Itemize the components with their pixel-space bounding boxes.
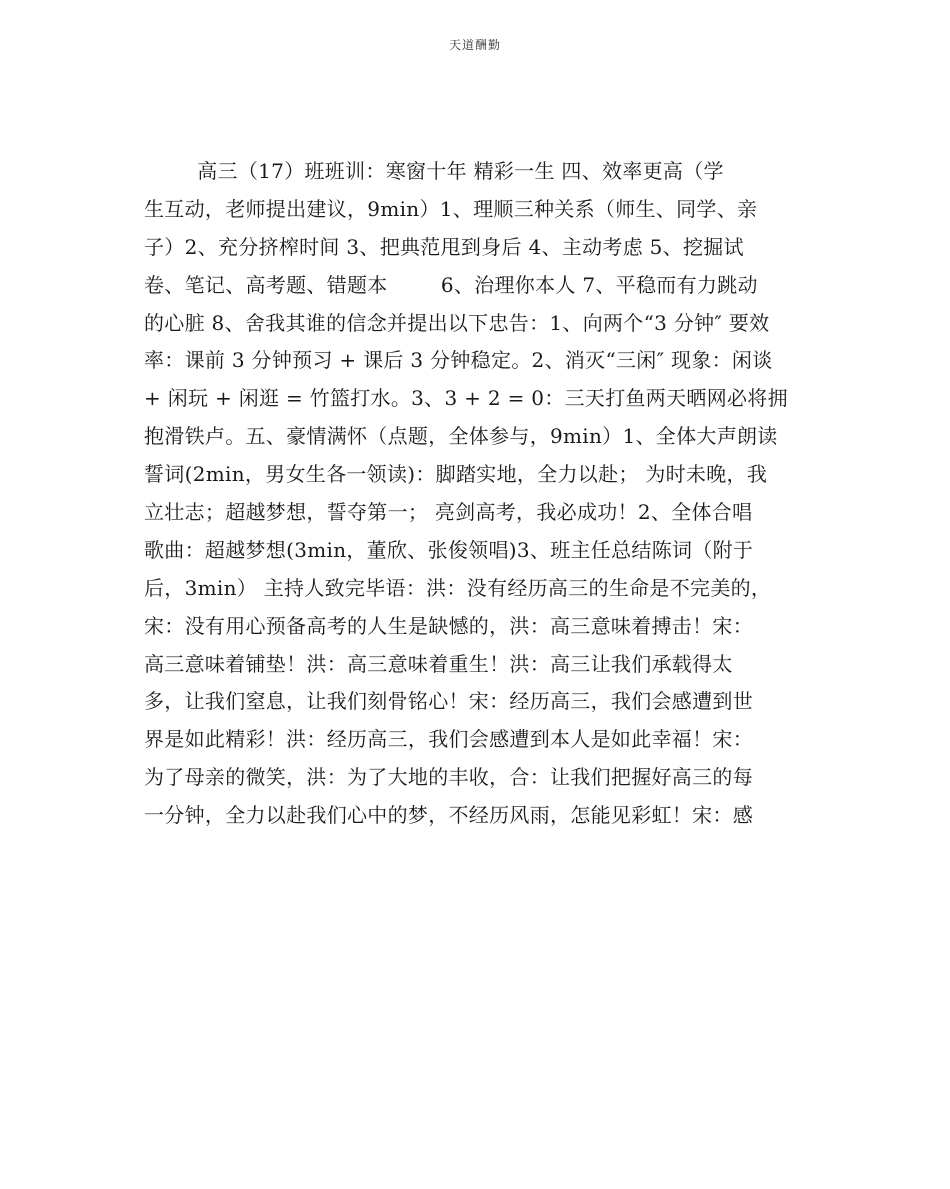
text-line: 歌曲：超越梦想(3min，董欣、张俊领唱)3、班主任总结陈词（附于: [144, 537, 754, 562]
text-line: + 闲玩 + 闲逛 = 竹篮打水。3、3 + 2 = 0：三天打鱼两天晒网必将拥: [144, 386, 788, 411]
text-line: 的心脏 8、舍我其谁的信念并提出以下忠告：1、向两个“3 分钟″ 要效: [144, 310, 770, 335]
text-line: 宋：没有用心预备高考的人生是缺憾的，洪：高三意味着搏击！宋：: [144, 613, 753, 638]
text-line: 立壮志；超越梦想，誓夺第一； 亮剑高考，我必成功！2、全体合唱: [144, 500, 753, 525]
text-line: 抱滑铁卢。五、豪情满怀（点题，全体参与，9min）1、全体大声朗读: [144, 424, 778, 449]
text-line: 多，让我们窒息，让我们刻骨铭心！宋：经历高三，我们会感遭到世: [144, 689, 753, 714]
text-line: 生互动，老师提出建议，9min）1、理顺三种关系（师生、同学、亲: [144, 196, 758, 221]
text-line: 一分钟，全力以赴我们心中的梦，不经历风雨，怎能见彩虹！宋：感: [144, 803, 753, 828]
text-line: 卷、笔记、高考题、错题本 6、治理你本人 7、平稳而有力跳动: [144, 272, 758, 297]
page-header: 天道酬勤: [448, 38, 501, 52]
text-line: 为了母亲的微笑，洪：为了大地的丰收，合：让我们把握好高三的每: [144, 765, 753, 790]
text-line: 高三意味着铺垫！洪：高三意味着重生！洪：高三让我们承载得太: [144, 651, 733, 676]
text-line: 誓词(2min，男女生各一领读)：脚踏实地，全力以赴； 为时未晚，我: [144, 462, 768, 487]
body-text: [144, 153, 814, 835]
text-line: 后，3min） 主持人致完毕语：洪：没有经历高三的生命是不完美的，: [144, 575, 772, 600]
text-line: 率：课前 3 分钟预习 + 课后 3 分钟稳定。2、消灭“三闲″ 现象：闲谈: [144, 348, 773, 373]
text-line: 子）2、充分挤榨时间 3、把典范甩到身后 4、主动考虑 5、挖掘试: [144, 234, 744, 259]
text-line: 界是如此精彩！洪：经历高三，我们会感遭到本人是如此幸福！宋：: [144, 727, 753, 752]
text-line: 高三（17）班班训：寒窗十年 精彩一生 四、效率更高（学: [144, 159, 724, 183]
